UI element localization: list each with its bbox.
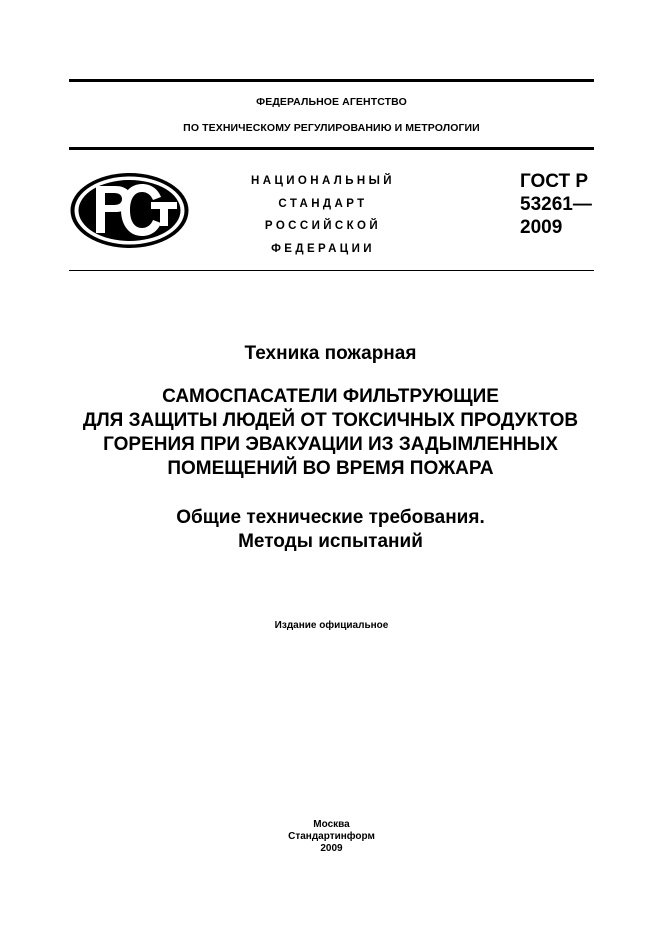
main-title-line4: ПОМЕЩЕНИЙ ВО ВРЕМЯ ПОЖАРА bbox=[167, 458, 494, 479]
imprint-city: Москва bbox=[313, 819, 350, 830]
designation-line2: 53261— bbox=[520, 194, 592, 215]
agency-name-line2: ПО ТЕХНИЧЕСКОМУ РЕГУЛИРОВАНИЮ И МЕТРОЛОГИИ bbox=[183, 122, 480, 134]
imprint bbox=[69, 819, 594, 855]
imprint-year: 2009 bbox=[320, 843, 343, 854]
subtitle bbox=[40, 506, 621, 554]
designation-line3: 2009 bbox=[520, 217, 563, 238]
national-standard-line4: ФЕДЕРАЦИИ bbox=[271, 242, 375, 255]
main-title-line1: САМОСПАСАТЕЛИ ФИЛЬТРУЮЩИЕ bbox=[162, 386, 499, 407]
edition-note: Издание официальное bbox=[274, 620, 389, 631]
agency-name-line1: ФЕДЕРАЛЬНОЕ АГЕНТСТВО bbox=[256, 96, 407, 108]
series-title: Техника пожарная bbox=[244, 343, 417, 364]
gost-r-logo-icon bbox=[69, 172, 190, 249]
national-standard-label bbox=[228, 170, 418, 260]
main-title bbox=[40, 385, 621, 481]
main-title-line2: ДЛЯ ЗАЩИТЫ ЛЮДЕЙ ОТ ТОКСИЧНЫХ ПРОДУКТОВ bbox=[82, 410, 579, 431]
subtitle-line1: Общие технические требования. bbox=[176, 507, 485, 528]
national-standard-line2: СТАНДАРТ bbox=[278, 197, 368, 210]
imprint-publisher: Стандартинформ bbox=[288, 831, 375, 842]
standard-designation bbox=[520, 170, 592, 239]
national-standard-line1: НАЦИОНАЛЬНЫЙ bbox=[251, 175, 395, 187]
main-title-line3: ГОРЕНИЯ ПРИ ЭВАКУАЦИИ ИЗ ЗАДЫМЛЕННЫХ bbox=[103, 434, 558, 455]
subtitle-line2: Методы испытаний bbox=[238, 531, 423, 552]
middle-rule bbox=[69, 147, 594, 150]
designation-line1: ГОСТ Р bbox=[520, 171, 589, 192]
lower-rule bbox=[69, 270, 594, 271]
national-standard-line3: РОССИЙСКОЙ bbox=[264, 220, 382, 232]
top-rule bbox=[69, 79, 594, 82]
